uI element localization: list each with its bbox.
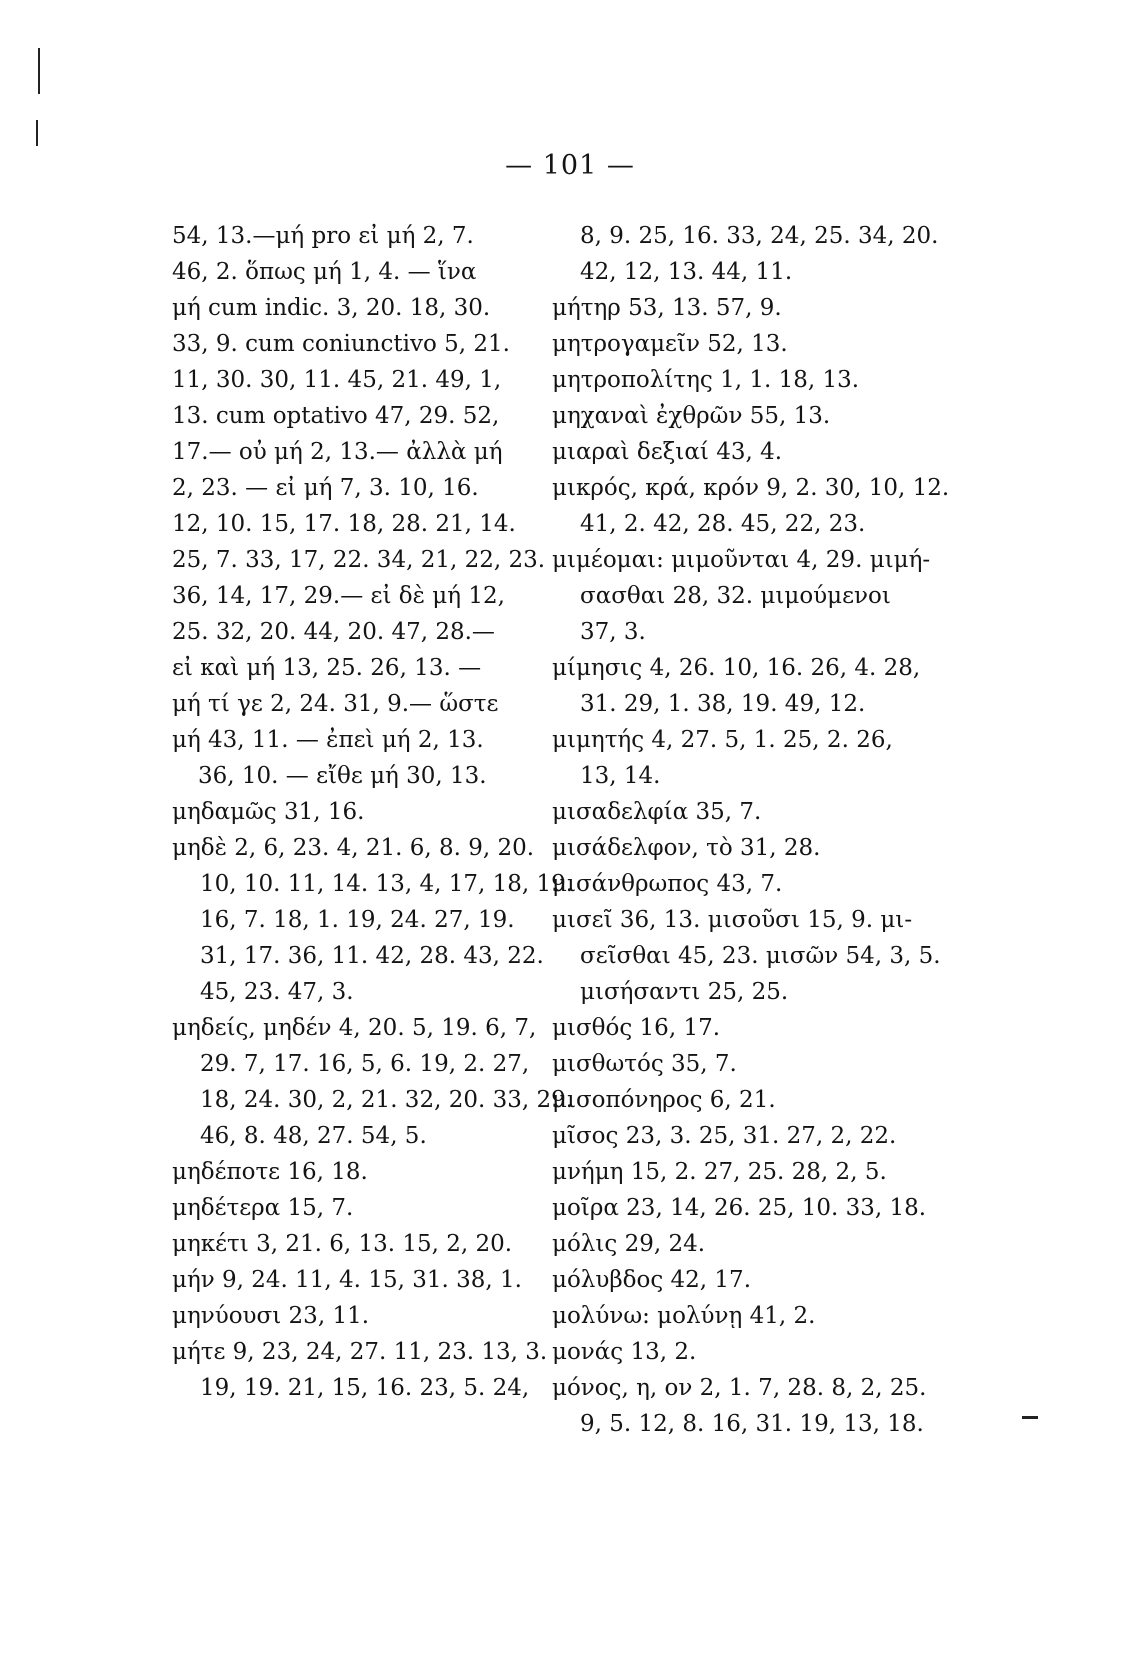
index-column-left (172, 218, 574, 1406)
index-line: μόλυβδος 42, 17. (552, 1267, 752, 1293)
index-line: εἰ καὶ μή 13, 25. 26, 13. — (172, 655, 482, 681)
index-line: μισάνθρωπος 43, 7. (552, 871, 783, 897)
index-line: 41, 2. 42, 28. 45, 22, 23. (580, 511, 866, 537)
index-line: μολύνω: μολύνῃ 41, 2. (552, 1303, 816, 1329)
index-line: 36, 14, 17, 29.— εἰ δὲ μή 12, (172, 583, 505, 609)
index-line: μιαραὶ δεξιαί 43, 4. (552, 439, 783, 465)
index-line: μή cum indic. 3, 20. 18, 30. (172, 295, 491, 321)
index-line: μητρογαμεῖν 52, 13. (552, 331, 788, 357)
index-line: μηδέτερα 15, 7. (172, 1195, 354, 1221)
index-line: μηχαναὶ ἐχθρῶν 55, 13. (552, 403, 831, 429)
index-line: 29. 7, 17. 16, 5, 6. 19, 2. 27, (200, 1051, 530, 1077)
index-line: 2, 23. — εἰ μή 7, 3. 10, 16. (172, 475, 479, 501)
index-line: 17.— οὐ μή 2, 13.— ἀλλὰ μή (172, 439, 503, 465)
index-line: μονάς 13, 2. (552, 1339, 697, 1365)
index-line: 19, 19. 21, 15, 16. 23, 5. 24, (200, 1375, 530, 1401)
index-line: μίμησις 4, 26. 10, 16. 26, 4. 28, (552, 655, 921, 681)
index-line: 31, 17. 36, 11. 42, 28. 43, 22. (200, 943, 544, 969)
page-number: — 101 — (505, 150, 635, 181)
index-line: 46, 2. ὅπως μή 1, 4. — ἵνα (172, 259, 477, 285)
index-line: 25, 7. 33, 17, 22. 34, 21, 22, 23. (172, 547, 546, 573)
index-line: 9, 5. 12, 8. 16, 31. 19, 13, 18. (580, 1411, 924, 1437)
index-line: μιμητής 4, 27. 5, 1. 25, 2. 26, (552, 727, 893, 753)
index-line: μή τί γε 2, 24. 31, 9.— ὥστε (172, 691, 499, 717)
index-line: 37, 3. (580, 619, 646, 645)
index-column-right (552, 218, 952, 1442)
index-line: μικρός, κρά, κρόν 9, 2. 30, 10, 12. (552, 475, 950, 501)
index-line: μισάδελφον, τὸ 31, 28. (552, 835, 821, 861)
index-line: μνήμη 15, 2. 27, 25. 28, 2, 5. (552, 1159, 887, 1185)
index-line: 12, 10. 15, 17. 18, 28. 21, 14. (172, 511, 516, 537)
index-line: 18, 24. 30, 2, 21. 32, 20. 33, 29. (200, 1087, 574, 1113)
index-line: μηδέποτε 16, 18. (172, 1159, 368, 1185)
index-line: μητροπολίτης 1, 1. 18, 13. (552, 367, 860, 393)
index-line: μισήσαντι 25, 25. (580, 979, 789, 1005)
index-line: μηκέτι 3, 21. 6, 13. 15, 2, 20. (172, 1231, 513, 1257)
index-line: 11, 30. 30, 11. 45, 21. 49, 1, (172, 367, 502, 393)
index-line: μηδὲ 2, 6, 23. 4, 21. 6, 8. 9, 20. (172, 835, 535, 861)
index-line: 16, 7. 18, 1. 19, 24. 27, 19. (200, 907, 515, 933)
index-line: 36, 10. — εἴθε μή 30, 13. (198, 763, 487, 789)
index-line: σεῖσθαι 45, 23. μισῶν 54, 3, 5. (580, 943, 941, 969)
index-line: μισεῖ 36, 13. μισοῦσι 15, 9. μι- (552, 907, 913, 933)
index-line: 13. cum optativo 47, 29. 52, (172, 403, 500, 429)
index-line: μηδείς, μηδέν 4, 20. 5, 19. 6, 7, (172, 1015, 537, 1041)
index-line: μισαδελφία 35, 7. (552, 799, 762, 825)
index-line: σασθαι 28, 32. μιμούμενοι (580, 583, 891, 609)
index-line: 42, 12, 13. 44, 11. (580, 259, 793, 285)
index-line: 13, 14. (580, 763, 661, 789)
index-line: μισοπόνηρος 6, 21. (552, 1087, 776, 1113)
index-line: 46, 8. 48, 27. 54, 5. (200, 1123, 427, 1149)
scan-edge-mark (38, 48, 40, 94)
index-line: 10, 10. 11, 14. 13, 4, 17, 18, 19. (200, 871, 574, 897)
index-line: μήτε 9, 23, 24, 27. 11, 23. 13, 3. (172, 1339, 548, 1365)
index-line: μόνος, η, ον 2, 1. 7, 28. 8, 2, 25. (552, 1375, 927, 1401)
index-line: μισθωτός 35, 7. (552, 1051, 737, 1077)
index-line: μῖσος 23, 3. 25, 31. 27, 2, 22. (552, 1123, 897, 1149)
index-line: μόλις 29, 24. (552, 1231, 706, 1257)
index-line: μισθός 16, 17. (552, 1015, 721, 1041)
index-line: μοῖρα 23, 14, 26. 25, 10. 33, 18. (552, 1195, 927, 1221)
index-line: 31. 29, 1. 38, 19. 49, 12. (580, 691, 866, 717)
index-line: μηνύουσι 23, 11. (172, 1303, 370, 1329)
index-line: 33, 9. cum coniunctivo 5, 21. (172, 331, 510, 357)
index-line: 54, 13.—μή pro εἰ μή 2, 7. (172, 223, 474, 249)
index-line: 45, 23. 47, 3. (200, 979, 354, 1005)
index-line: 25. 32, 20. 44, 20. 47, 28.— (172, 619, 495, 645)
index-line: μήν 9, 24. 11, 4. 15, 31. 38, 1. (172, 1267, 522, 1293)
scan-edge-mark (36, 120, 38, 146)
index-line: 8, 9. 25, 16. 33, 24, 25. 34, 20. (580, 223, 939, 249)
index-line: μιμέομαι: μιμοῦνται 4, 29. μιμή- (552, 547, 931, 573)
index-line: μήτηρ 53, 13. 57, 9. (552, 295, 782, 321)
index-line: μηδαμῶς 31, 16. (172, 799, 365, 825)
scan-edge-mark (1022, 1416, 1038, 1419)
index-line: μή 43, 11. — ἐπεὶ μή 2, 13. (172, 727, 484, 753)
